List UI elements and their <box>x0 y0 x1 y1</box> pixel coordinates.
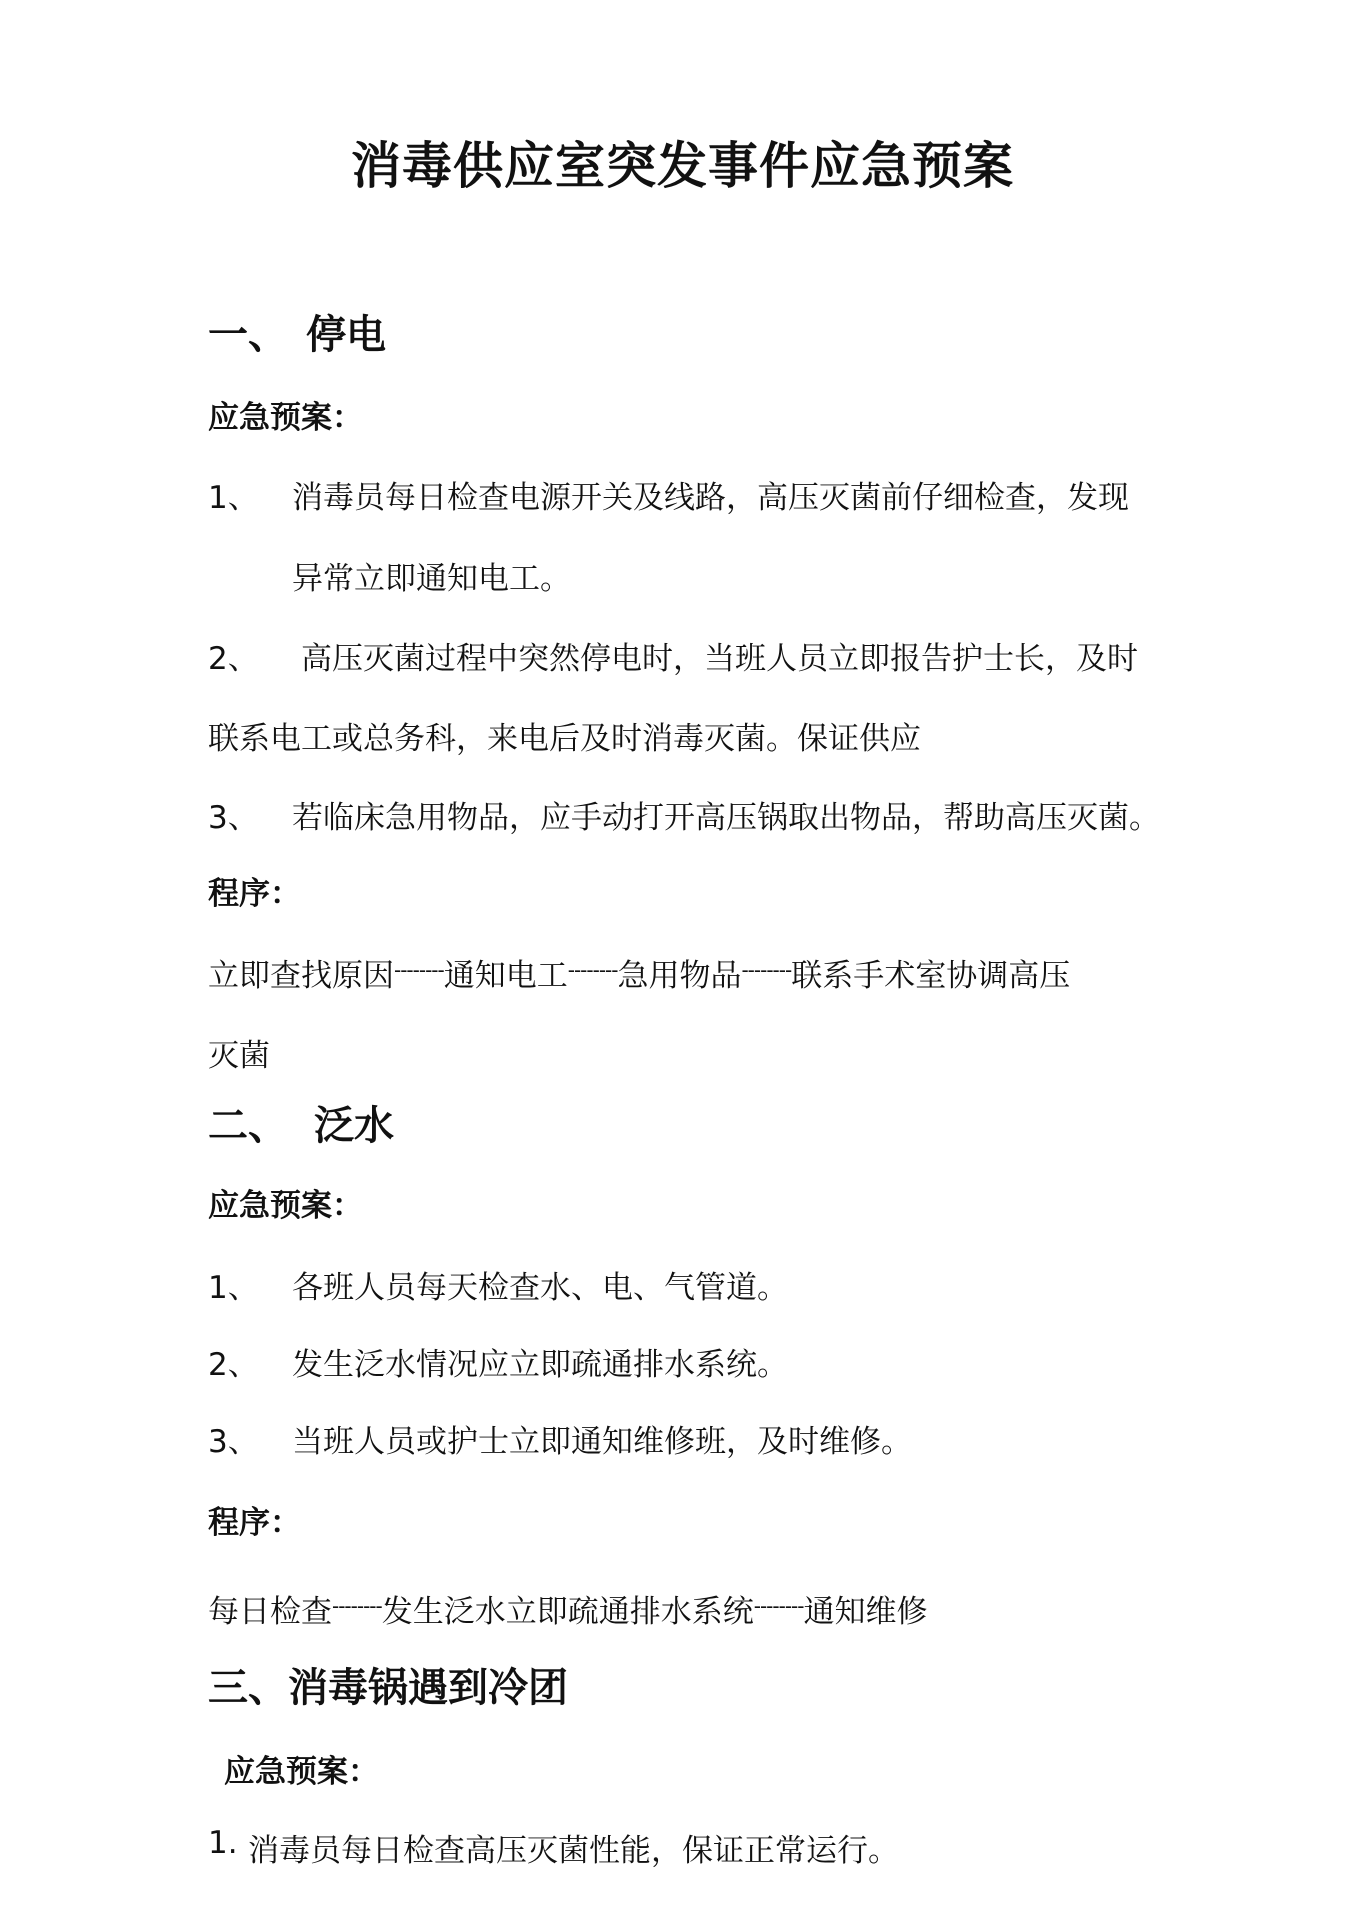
item-text: 消毒员每日检查电源开关及线路，高压灭菌前仔细检查，发现 <box>292 480 1129 516</box>
plan-label: 应急预案： <box>224 1754 379 1790</box>
item-text: 高压灭菌过程中突然停电时，当班人员立即报告护士长，及时 <box>301 641 1138 677</box>
flow-separator: -------- <box>567 958 618 982</box>
flow-separator: -------- <box>394 958 444 982</box>
section-heading-sterilizer-cold-spot: 三、消毒锅遇到冷团 <box>208 1665 568 1711</box>
item-number: 1. <box>208 1825 238 1861</box>
flow-separator: -------- <box>332 1594 382 1618</box>
flow-separator: -------- <box>741 958 792 982</box>
item-number: 3、 <box>208 1424 259 1460</box>
section-heading-power-outage <box>208 303 386 360</box>
item-number: 1、 <box>208 480 259 516</box>
item-text: 当班人员或护士立即通知维修班，及时维修。 <box>292 1424 912 1460</box>
item-text: 若临床急用物品，应手动打开高压锅取出物品，帮助高压灭菌。 <box>292 800 1160 836</box>
section-number: 二、 <box>208 1103 288 1149</box>
procedure-label: 程序： <box>208 1505 301 1541</box>
plan-label: 应急预案： <box>208 1188 363 1224</box>
procedure-step: 急用物品 <box>617 958 742 994</box>
document-title: 消毒供应室突发事件应急预案 <box>351 137 1014 195</box>
item-text: 发生泛水情况应立即疏通排水系统。 <box>292 1347 788 1383</box>
section-heading-water-leak <box>208 1094 394 1151</box>
item-number: 1、 <box>208 1270 259 1306</box>
section-title: 泛水 <box>314 1103 394 1149</box>
section-number: 一、 <box>208 312 288 358</box>
procedure-flow <box>208 950 1070 995</box>
procedure-step: 通知维修 <box>803 1594 928 1630</box>
plan-label: 应急预案： <box>208 400 363 436</box>
procedure-flow-continuation: 灭菌 <box>208 1038 270 1074</box>
procedure-step: 通知电工 <box>443 958 568 994</box>
procedure-label: 程序： <box>208 876 301 912</box>
section-title: 停电 <box>306 312 386 358</box>
procedure-step: 立即查找原因 <box>208 958 394 994</box>
item-text: 各班人员每天检查水、电、气管道。 <box>292 1270 788 1306</box>
item-text: 消毒员每日检查高压灭菌性能，保证正常运行。 <box>248 1833 899 1869</box>
procedure-step: 每日检查 <box>208 1594 332 1630</box>
item-number: 2、 <box>208 641 259 677</box>
procedure-step: 发生泛水立即疏通排水系统 <box>381 1594 754 1630</box>
procedure-step: 联系手术室协调高压 <box>791 958 1071 994</box>
item-text-continuation: 异常立即通知电工。 <box>292 561 571 597</box>
procedure-flow <box>208 1586 927 1631</box>
item-text-continuation: 联系电工或总务科，来电后及时消毒灭菌。保证供应 <box>208 721 921 757</box>
item-number: 2、 <box>208 1347 259 1383</box>
flow-separator: -------- <box>753 1594 804 1618</box>
item-number: 3、 <box>208 800 259 836</box>
